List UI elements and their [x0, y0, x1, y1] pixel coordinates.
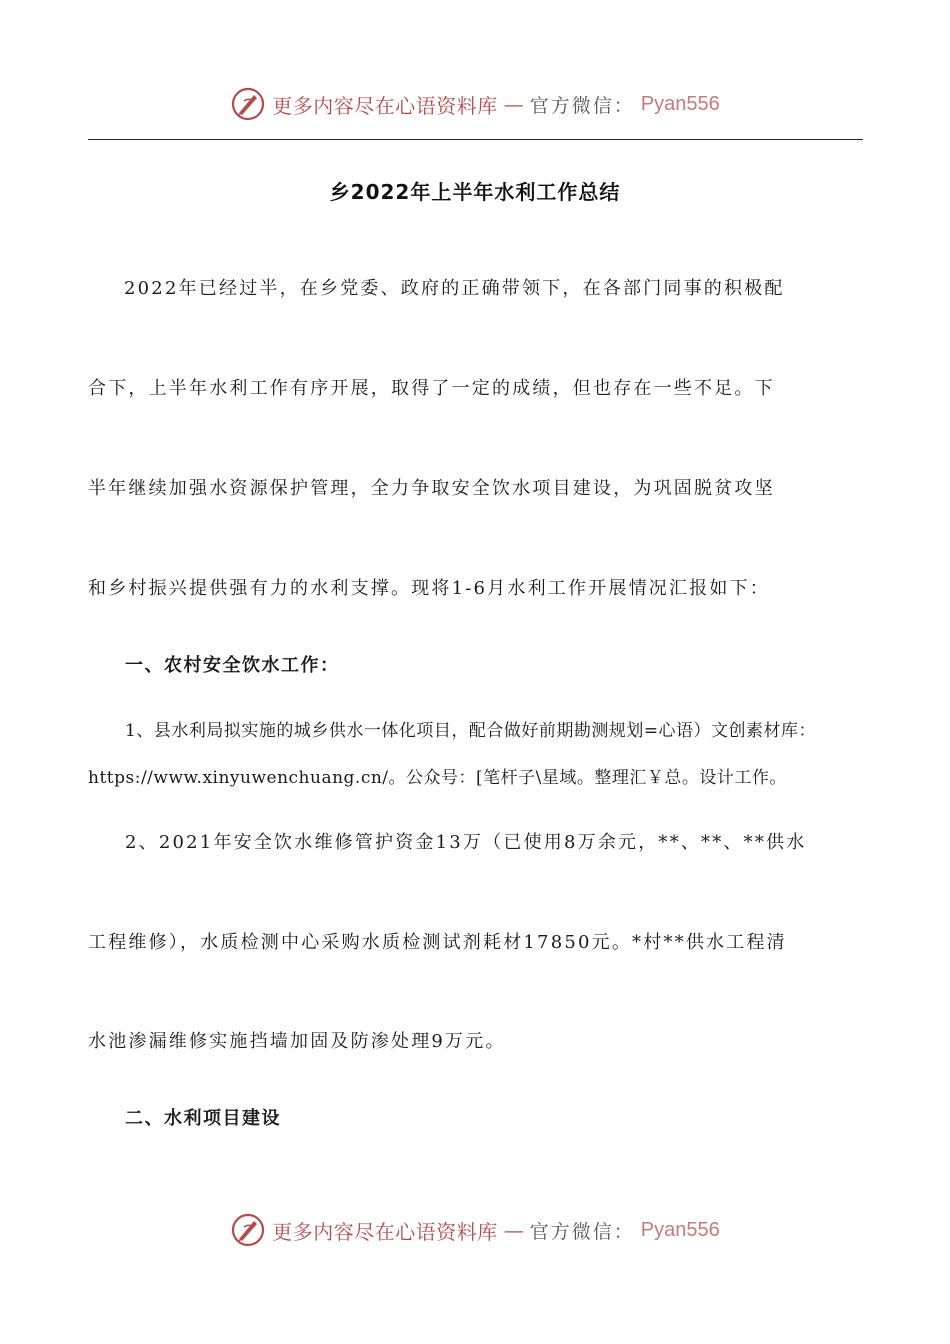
intro-line-1: 2022年已经过半，在乡党委、政府的正确带领下，在各部门同事的积极配 [124, 278, 785, 299]
item-1-line-2: https://www.xinyuwenchuang.cn/。公众号：[笔杆子\星域。整理汇￥总。设计工作。 [88, 768, 787, 788]
banner-text: 更多内容尽在心语资料库 [272, 93, 498, 118]
section-heading-1: 一、农村安全饮水工作： [125, 655, 340, 676]
header-banner [0, 84, 950, 124]
banner-wechat-id: Pyan556 [640, 1218, 720, 1241]
banner-dash: — [503, 1218, 524, 1242]
quill-pen-seal-icon [230, 86, 266, 122]
banner-wechat-id: Pyan556 [640, 92, 720, 115]
footer-banner [0, 1210, 950, 1250]
item-2-line-3: 水池渗漏维修实施挡墙加固及防渗处理9万元。 [88, 1031, 506, 1052]
banner-text: 更多内容尽在心语资料库 [272, 1219, 498, 1244]
quill-pen-seal-icon [230, 1212, 266, 1248]
document-title: 乡2022年上半年水利工作总结 [329, 180, 621, 204]
item-2-line-2: 工程维修），水质检测中心采购水质检测试剂耗材17850元。*村**供水工程清 [88, 932, 787, 953]
section-heading-2: 二、水利项目建设 [125, 1108, 281, 1129]
intro-line-2: 合下，上半年水利工作有序开展，取得了一定的成绩，但也存在一些不足。下 [88, 378, 775, 399]
item-1-line-1: 1、县水利局拟实施的城乡供水一体化项目，配合做好前期勘测规划=心语）文创素材库： [125, 721, 817, 741]
banner-wechat-label: 官方微信： [529, 1220, 635, 1243]
banner-dash: — [503, 92, 524, 116]
banner-wechat-label: 官方微信： [529, 94, 635, 117]
intro-line-3: 半年继续加强水资源保护管理，全力争取安全饮水项目建设，为巩固脱贫攻坚 [88, 478, 775, 499]
item-2-line-1: 2、2021年安全饮水维修管护资金13万（已使用8万余元，**、**、**供水 [125, 832, 807, 853]
header-divider [88, 139, 863, 140]
intro-line-4: 和乡村振兴提供强有力的水利支撑。现将1-6月水利工作开展情况汇报如下： [88, 578, 770, 599]
